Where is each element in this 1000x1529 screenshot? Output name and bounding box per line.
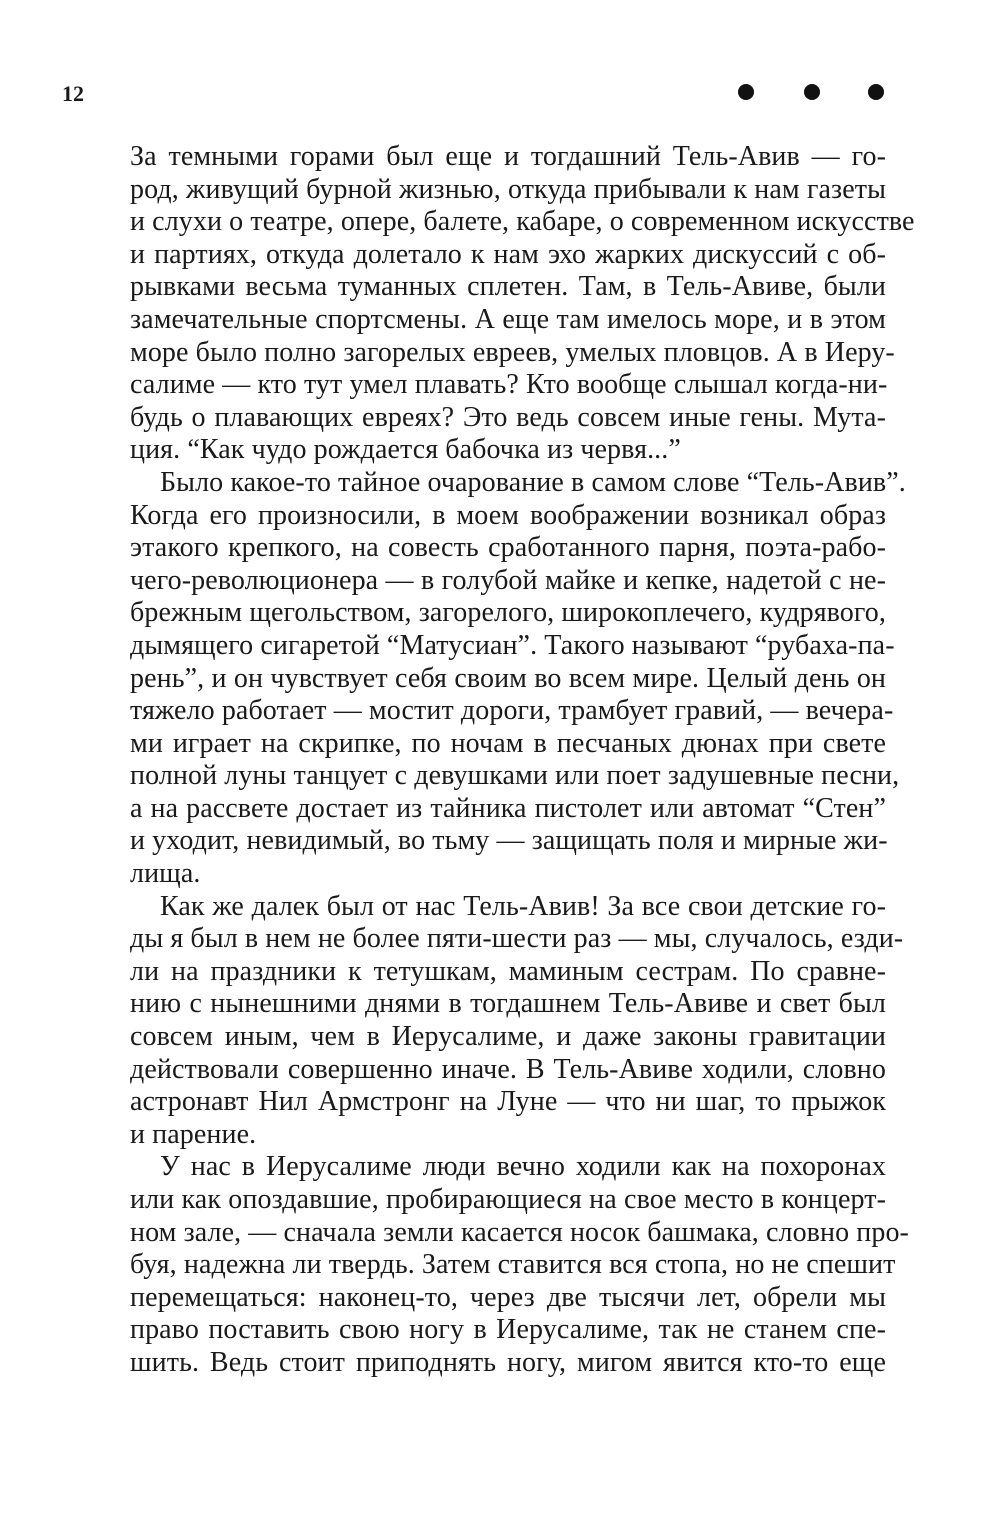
- ornament-dot: [738, 84, 754, 100]
- text-line: салиме — кто тут умел плавать? Кто вообще слышал когда-ни-: [130, 369, 888, 401]
- ornament-dot: [804, 84, 820, 100]
- text-line: и парение.: [130, 1118, 257, 1150]
- text-line: ном зале, — сначала земли касается носок башмака, словно про-: [130, 1216, 909, 1248]
- text-line: перемещаться: наконец-то, через две тысячи лет, обрели мы: [130, 1281, 886, 1313]
- text-line: брежным щегольством, загорелого, широкоплечего, кудрявого,: [130, 597, 886, 629]
- header-ornament: [738, 84, 886, 104]
- text-line: ды я был в нем не более пяти-шести раз — мы, случалось, езди-: [130, 923, 904, 955]
- text-line: ми играет на скрипке, по ночам в песчаных дюнах при свете: [130, 727, 886, 759]
- page-number: 12: [62, 81, 84, 106]
- text-line: астронавт Нил Армстронг на Луне — что ни шаг, то прыжок: [130, 1086, 886, 1118]
- text-line: У нас в Иерусалиме люди вечно ходили как на похоронах: [160, 1151, 886, 1183]
- text-line: чего-революционера — в голубой майке и кепке, надетой с не-: [130, 564, 886, 596]
- text-line: замечательные спортсмены. А еще там имелось море, и в этом: [130, 303, 886, 335]
- text-line: и слухи о театре, опере, балете, кабаре, о современном искусстве: [130, 206, 915, 238]
- text-line: Когда его произносили, в моем воображении возникал образ: [130, 499, 886, 531]
- paragraph: [130, 466, 906, 891]
- text-line: нию с нынешними днями в тогдашнем Тель-Авиве и свет был: [130, 988, 886, 1020]
- text-line: шить. Ведь стоит приподнять ногу, мигом явится кто-то еще: [130, 1346, 886, 1378]
- text-line: буя, надежна ли твердь. Затем ставится вся стопа, но не спешит: [130, 1249, 896, 1281]
- text-line: род, живущий бурной жизнью, откуда прибывали к нам газеты: [130, 173, 886, 205]
- text-line: право поставить свою ногу в Иерусалиме, так не станем спе-: [130, 1314, 886, 1346]
- text-line: совсем иным, чем в Иерусалиме, и даже законы гравитации: [130, 1021, 886, 1053]
- paragraph: [130, 1151, 909, 1379]
- text-line: ция. “Как чудо рождается бабочка из червя...”: [130, 434, 681, 466]
- text-line: действовали совершенно иначе. В Тель-Авиве ходили, словно: [130, 1053, 886, 1085]
- text-line: дымящего сигаретой “Матусиан”. Такого называют “рубаха-па-: [130, 629, 895, 661]
- text-line: будь о плавающих евреях? Это ведь совсем иные гены. Мута-: [130, 401, 886, 433]
- paragraph: [130, 141, 915, 467]
- text-line: а на рассвете достает из тайника пистолет или автомат “Стен”: [130, 792, 886, 824]
- body-text: [130, 141, 915, 1380]
- text-line: тяжело работает — мостит дороги, трамбует гравий, — вечера-: [130, 695, 894, 727]
- ornament-dot: [868, 84, 884, 100]
- text-line: Было какое-то тайное очарование в самом слове “Тель-Авив”.: [160, 466, 906, 498]
- text-line: и уходит, невидимый, во тьму — защищать поля и мирные жи-: [130, 825, 888, 857]
- text-line: рывками весьма туманных сплетен. Там, в Тель-Авиве, были: [130, 271, 886, 303]
- text-line: рень”, и он чувствует себя своим во всем мире. Целый день он: [130, 662, 886, 694]
- text-line: лища.: [130, 858, 201, 890]
- text-line: За темными горами был еще и тогдашний Тель-Авив — го-: [130, 141, 886, 172]
- text-line: и партиях, откуда долетало к нам эхо жарких дискуссий с об-: [130, 238, 886, 270]
- text-line: ли на праздники к тетушкам, маминым сестрам. По сравне-: [130, 955, 886, 987]
- text-line: море было полно загорелых евреев, умелых пловцов. А в Иеру-: [130, 336, 895, 368]
- text-line: Как же далек был от нас Тель-Авив! За все свои детские го-: [160, 890, 886, 922]
- text-line: этакого крепкого, на совесть сработанного парня, поэта-рабо-: [130, 532, 886, 564]
- text-line: полной луны танцует с девушками или поет задушевные песни,: [130, 760, 900, 792]
- paragraph: [130, 890, 904, 1152]
- text-line: или как опоздавшие, пробирающиеся на свое место в концерт-: [130, 1184, 886, 1215]
